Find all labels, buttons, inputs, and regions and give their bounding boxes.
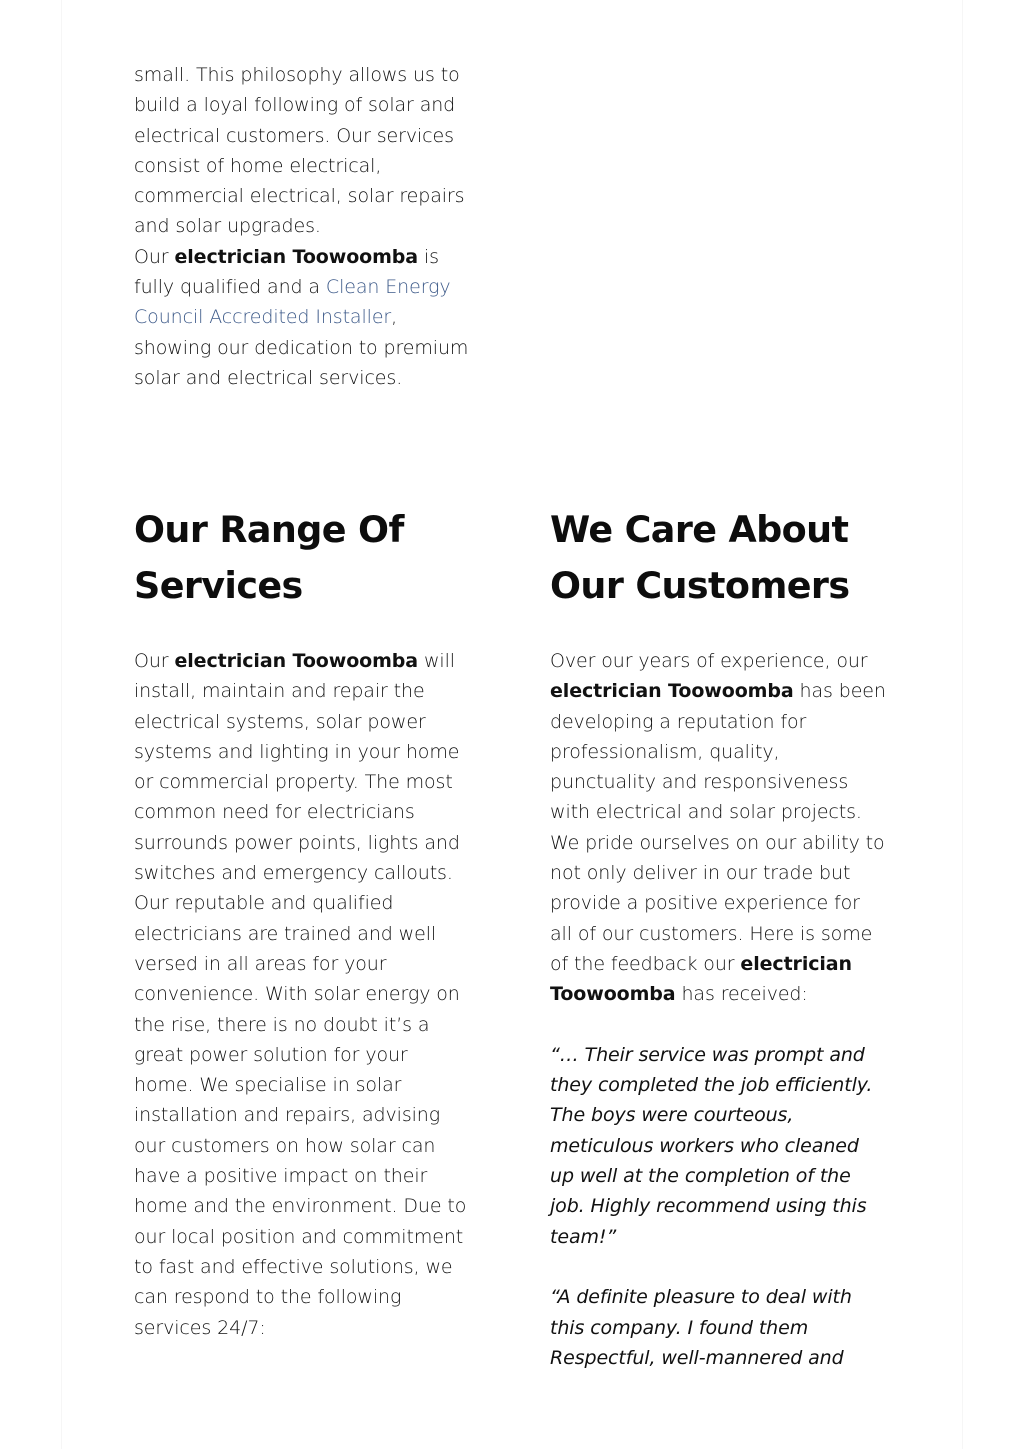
- intro-paragraph: [134, 60, 470, 242]
- customers-heading: We Care About Our Customers: [550, 508, 850, 607]
- customers-section: [550, 502, 886, 1373]
- intro-keyword: electrician Toowoomba: [174, 245, 419, 268]
- customers-body-prefix: Over our years of experience, our: [550, 650, 868, 672]
- customers-body-text: has been developing a reputation for professionalism, quality, punctuality and responsiveness with electrical and solar projects. We pride ourselves on our ability to not only deliver in our trade but provide a positive experience for all of our customers. Here is some of the feedback our: [550, 680, 886, 975]
- services-section: [134, 502, 470, 1343]
- intro-text-mid: is fully qualified and a: [134, 245, 439, 299]
- intro-text-suffix: , showing our dedication to premium solar and electrical services.: [134, 306, 469, 389]
- intro-text-prefix: Our: [134, 245, 175, 268]
- customers-keyword-1: electrician Toowoomba: [550, 680, 794, 703]
- accreditation-link[interactable]: Clean Energy Council Accredited Installer: [134, 276, 451, 329]
- testimonial-quote-1: “… Their service was prompt and they completed the job efficiently. The boys were courteous, meticulous workers who cleaned up well at the completion of the job. Highly recommend using this team!”: [550, 1043, 873, 1248]
- services-body-text: will install, maintain and repair the electrical systems, solar power systems and lighting in your home or commercial property. The most common need for electricians surrounds power points, lights and switches and emergency callouts. Our reputable and qualified electricians are trained and well versed in all areas for your convenience. With solar energy on the rise, there is no doubt it’s a great power solution for your home. We specialise in solar installation and repairs, advising our customers on how solar can have a positive impact on their home and the environment. Due to our local position and commitment to fast and effective solutions, we can respond to the following services 24/7:: [134, 650, 467, 1339]
- intro-paragraph-2: [134, 242, 470, 393]
- intro-text: small. This philosophy allows us to build a loyal following of solar and electrical customers. Our services consist of home electrical, commercial electrical, solar repairs and solar upgrades.: [134, 64, 465, 238]
- services-body: [134, 646, 470, 1343]
- services-keyword: electrician Toowoomba: [174, 650, 419, 672]
- customers-keyword-2: electrician Toowoomba: [550, 952, 852, 1006]
- services-heading: Our Range Of Services: [134, 508, 404, 607]
- testimonial-quote-2: “A definite pleasure to deal with this company. I found them Respectful, well-mannered and: [550, 1286, 852, 1369]
- services-body-prefix: Our: [134, 650, 175, 672]
- intro-section: [134, 60, 470, 393]
- customers-body: [550, 646, 886, 1010]
- customers-body-suffix: has received:: [675, 983, 808, 1006]
